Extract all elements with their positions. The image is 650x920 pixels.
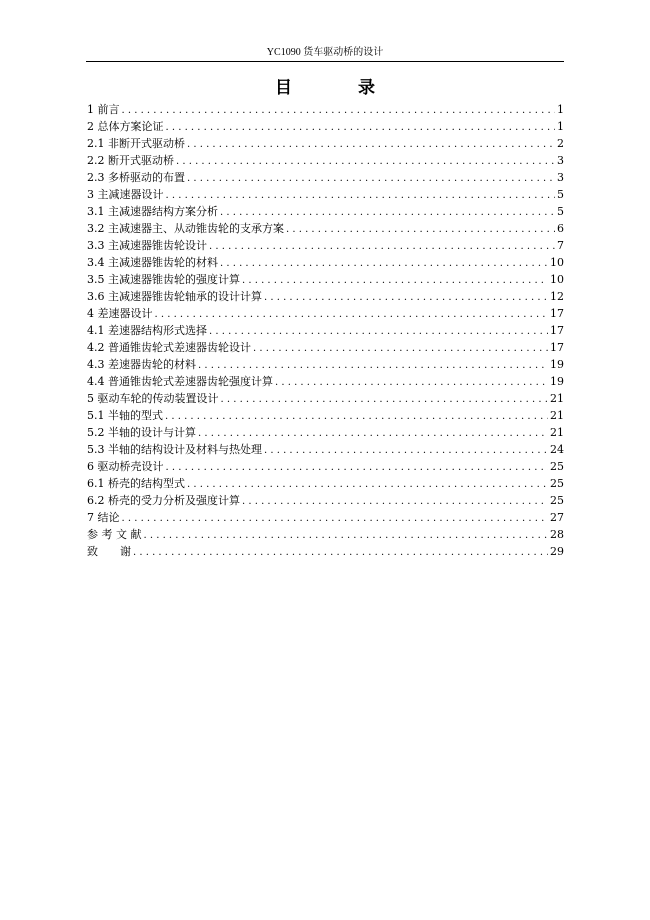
toc-dot-leader bbox=[155, 306, 549, 323]
toc-entry-label: 1 前言 bbox=[87, 103, 120, 116]
toc-entry[interactable] bbox=[87, 509, 564, 526]
toc-entry-page-number: 21 bbox=[550, 409, 564, 422]
toc-entry-page-number: 2 bbox=[557, 137, 564, 150]
toc-entry-label: 3.3 主减速器锥齿轮设计 bbox=[87, 239, 207, 252]
toc-dot-leader bbox=[122, 510, 549, 527]
toc-dot-leader bbox=[166, 119, 556, 136]
toc-title: 目 录 bbox=[275, 78, 405, 98]
toc-dot-leader bbox=[221, 391, 549, 408]
toc-entry-label: 致 谢 bbox=[87, 545, 131, 558]
toc-entry-page-number: 7 bbox=[557, 239, 564, 252]
toc-entry[interactable] bbox=[87, 475, 564, 492]
toc-entry[interactable] bbox=[87, 288, 564, 305]
toc-entry[interactable] bbox=[87, 322, 564, 339]
toc-dot-leader bbox=[166, 187, 556, 204]
toc-entry-label: 3 主减速器设计 bbox=[87, 188, 164, 201]
toc-entry-page-number: 3 bbox=[557, 154, 564, 167]
toc-entry[interactable] bbox=[87, 135, 564, 152]
toc-entry-page-number: 25 bbox=[550, 477, 564, 490]
toc-entry[interactable] bbox=[87, 271, 564, 288]
toc-entry[interactable] bbox=[87, 305, 564, 322]
toc-entry-page-number: 19 bbox=[550, 375, 564, 388]
toc-entry-label: 3.1 主减速器结构方案分析 bbox=[87, 205, 218, 218]
toc-entry[interactable] bbox=[87, 424, 564, 441]
toc-entry-label: 2.3 多桥驱动的布置 bbox=[87, 171, 185, 184]
toc-entry-page-number: 1 bbox=[557, 120, 564, 133]
toc-dot-leader bbox=[264, 289, 548, 306]
toc-entry-label: 5.3 半轴的结构设计及材料与热处理 bbox=[87, 443, 262, 456]
toc-dot-leader bbox=[187, 476, 548, 493]
toc-entry-label: 参 考 文 献 bbox=[87, 528, 142, 541]
toc-entry-page-number: 17 bbox=[550, 324, 564, 337]
toc-entry[interactable] bbox=[87, 373, 564, 390]
toc-dot-leader bbox=[242, 493, 548, 510]
toc-dot-leader bbox=[264, 442, 548, 459]
toc-entry[interactable] bbox=[87, 118, 564, 135]
toc-dot-leader bbox=[187, 170, 555, 187]
toc-entry-label: 4.1 差速器结构形式选择 bbox=[87, 324, 207, 337]
toc-entry-page-number: 12 bbox=[550, 290, 564, 303]
toc-dot-leader bbox=[242, 272, 548, 289]
toc-entry-label: 4 差速器设计 bbox=[87, 307, 153, 320]
toc-entry-label: 3.2 主减速器主、从动锥齿轮的支承方案 bbox=[87, 222, 284, 235]
toc-entry[interactable] bbox=[87, 220, 564, 237]
toc-entry-label: 3.5 主减速器锥齿轮的强度计算 bbox=[87, 273, 240, 286]
toc-entry-label: 7 结论 bbox=[87, 511, 120, 524]
toc-dot-leader bbox=[176, 153, 555, 170]
toc-entry-page-number: 29 bbox=[550, 545, 564, 558]
toc-entry[interactable] bbox=[87, 152, 564, 169]
running-header: YC1090 货车驱动桥的设计 bbox=[266, 47, 384, 58]
toc-entry-page-number: 17 bbox=[550, 307, 564, 320]
toc-entry[interactable] bbox=[87, 237, 564, 254]
toc-entry[interactable] bbox=[87, 390, 564, 407]
toc-entry-page-number: 21 bbox=[550, 426, 564, 439]
toc-entry-page-number: 10 bbox=[550, 273, 564, 286]
toc-entry[interactable] bbox=[87, 543, 564, 560]
toc-entry[interactable] bbox=[87, 203, 564, 220]
toc-entry-page-number: 21 bbox=[550, 392, 564, 405]
toc-dot-leader bbox=[253, 340, 548, 357]
toc-entry-label: 3.6 主减速器锥齿轮轴承的设计计算 bbox=[87, 290, 262, 303]
toc-entry[interactable] bbox=[87, 526, 564, 543]
toc-dot-leader bbox=[165, 408, 548, 425]
toc-dot-leader bbox=[122, 102, 556, 119]
toc-dot-leader bbox=[133, 544, 548, 561]
toc-dot-leader bbox=[166, 459, 549, 476]
toc-entry-page-number: 27 bbox=[550, 511, 564, 524]
toc-entry-label: 6.1 桥壳的结构型式 bbox=[87, 477, 185, 490]
toc-list bbox=[87, 101, 564, 560]
toc-dot-leader bbox=[209, 323, 548, 340]
toc-entry[interactable] bbox=[87, 254, 564, 271]
toc-dot-leader bbox=[286, 221, 555, 238]
toc-dot-leader bbox=[198, 357, 548, 374]
toc-entry-label: 5.1 半轴的型式 bbox=[87, 409, 163, 422]
header-rule bbox=[86, 61, 564, 62]
toc-entry-label: 2 总体方案论证 bbox=[87, 120, 164, 133]
toc-entry-label: 2.1 非断开式驱动桥 bbox=[87, 137, 185, 150]
toc-entry[interactable] bbox=[87, 492, 564, 509]
toc-entry-page-number: 25 bbox=[550, 494, 564, 507]
toc-entry[interactable] bbox=[87, 441, 564, 458]
toc-entry-page-number: 6 bbox=[557, 222, 564, 235]
toc-entry[interactable] bbox=[87, 101, 564, 118]
toc-entry-page-number: 1 bbox=[557, 103, 564, 116]
toc-entry-label: 4.3 差速器齿轮的材料 bbox=[87, 358, 196, 371]
toc-dot-leader bbox=[144, 527, 549, 544]
toc-entry-page-number: 28 bbox=[550, 528, 564, 541]
toc-entry-label: 4.4 普通锥齿轮式差速器齿轮强度计算 bbox=[87, 375, 273, 388]
toc-dot-leader bbox=[275, 374, 548, 391]
toc-entry[interactable] bbox=[87, 339, 564, 356]
toc-entry[interactable] bbox=[87, 186, 564, 203]
toc-entry[interactable] bbox=[87, 169, 564, 186]
toc-entry-label: 5.2 半轴的设计与计算 bbox=[87, 426, 196, 439]
toc-entry[interactable] bbox=[87, 458, 564, 475]
toc-dot-leader bbox=[220, 204, 555, 221]
toc-entry-page-number: 3 bbox=[557, 171, 564, 184]
toc-dot-leader bbox=[187, 136, 555, 153]
toc-dot-leader bbox=[209, 238, 555, 255]
toc-entry[interactable] bbox=[87, 356, 564, 373]
toc-entry-label: 6.2 桥壳的受力分析及强度计算 bbox=[87, 494, 240, 507]
toc-entry-page-number: 25 bbox=[550, 460, 564, 473]
toc-entry-page-number: 10 bbox=[550, 256, 564, 269]
toc-entry-page-number: 24 bbox=[550, 443, 564, 456]
toc-entry-label: 6 驱动桥壳设计 bbox=[87, 460, 164, 473]
toc-entry-label: 3.4 主减速器锥齿轮的材料 bbox=[87, 256, 218, 269]
toc-entry-page-number: 5 bbox=[557, 188, 564, 201]
toc-dot-leader bbox=[220, 255, 548, 272]
toc-entry-label: 4.2 普通锥齿轮式差速器齿轮设计 bbox=[87, 341, 251, 354]
toc-entry-label: 5 驱动车轮的传动装置设计 bbox=[87, 392, 219, 405]
toc-entry-page-number: 19 bbox=[550, 358, 564, 371]
toc-entry-page-number: 17 bbox=[550, 341, 564, 354]
toc-entry[interactable] bbox=[87, 407, 564, 424]
toc-dot-leader bbox=[198, 425, 548, 442]
toc-entry-label: 2.2 断开式驱动桥 bbox=[87, 154, 174, 167]
toc-entry-page-number: 5 bbox=[557, 205, 564, 218]
